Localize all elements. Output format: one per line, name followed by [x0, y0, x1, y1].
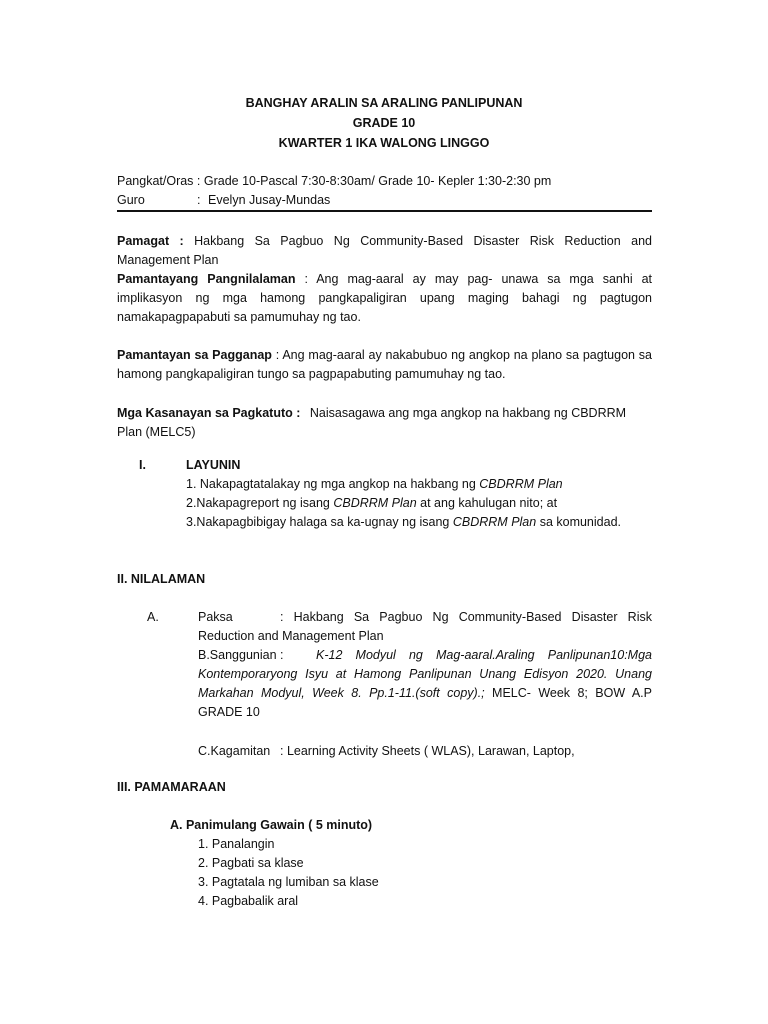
kagamitan-text: : Learning Activity Sheets ( WLAS), Larawan, Laptop, — [280, 744, 575, 758]
step-item: 1. Panalangin — [198, 837, 275, 851]
step-item: 2. Pagbati sa klase — [198, 856, 304, 870]
nilalaman-heading: II. NILALAMAN — [117, 572, 206, 586]
layunin-item-2 — [186, 494, 557, 513]
pangkat-value: Grade 10-Pascal 7:30-8:30am/ Grade 10- Kepler 1:30-2:30 pm — [203, 174, 552, 188]
layunin-item-2-suffix: at ang kahulugan nito; at — [416, 496, 558, 510]
pamantayan-pagganap-label: Pamantayan sa Pagganap — [117, 348, 272, 362]
layunin-item-1 — [186, 475, 563, 494]
layunin-numeral: I. — [139, 458, 146, 472]
document-title: BANGHAY ARALIN SA ARALING PANLIPUNAN — [245, 96, 523, 110]
grade-title: GRADE 10 — [352, 116, 416, 130]
sanggunian-italic: K-12 Modyul ng Mag-aaral.Araling Panlipunan10:Mga Kontemporaryong Isyu at Hamong Panlipunan Unang Edisyon 2020. Unang Markahan Modyul, Week 8. Pp.1-11.(soft copy).; — [198, 648, 652, 700]
pamagat-text: Hakbang Sa Pagbuo Ng Community-Based Disaster Risk Reduction and Management Plan — [117, 234, 652, 267]
layunin-item-3-suffix: sa komunidad. — [536, 515, 621, 529]
sanggunian-colon: : — [280, 648, 284, 662]
paksa-letter: A. — [147, 610, 159, 624]
pamantayang-pangnilalaman-paragraph — [117, 270, 652, 327]
step-item: 3. Pagtatala ng lumiban sa klase — [198, 875, 379, 889]
layunin-item-1-italic: CBDRRM Plan — [479, 477, 563, 491]
layunin-item-3-italic: CBDRRM Plan — [452, 515, 537, 529]
quarter-title: KWARTER 1 IKA WALONG LINGGO — [278, 136, 490, 150]
sanggunian-rest: MELC- Week 8; BOW A.P GRADE 10 — [198, 686, 652, 719]
kasanayan-paragraph — [117, 404, 652, 442]
panimulang-gawain-heading: A. Panimulang Gawain ( 5 minuto) — [170, 818, 373, 832]
sanggunian-label: B.Sanggunian — [198, 648, 277, 662]
header-divider — [117, 210, 652, 212]
pamagat-label: Pamagat : — [117, 234, 184, 248]
layunin-item-1-text: 1. Nakapagtatalakay ng mga angkop na hakbang ng — [186, 477, 480, 491]
guro-label: Guro — [117, 193, 145, 207]
layunin-item-2-italic: CBDRRM Plan — [333, 496, 417, 510]
kasanayan-text: Naisasagawa ang mga angkop na hakbang ng CBDRRM Plan (MELC5) — [117, 406, 627, 439]
pamantayang-pangnilalaman-text: : Ang mag-aaral ay may pag- unawa sa mga sanhi at implikasyon ng mga hamong pangkapaligiran upang maging bahagi ng pagtugon namakapagpapabuti sa pamumuhay ng tao. — [117, 272, 652, 324]
layunin-heading: LAYUNIN — [186, 458, 241, 472]
guro-colon: : — [197, 193, 201, 207]
guro-value: Evelyn Jusay-Mundas — [208, 193, 331, 207]
pangkat-line — [117, 172, 551, 191]
layunin-item-3 — [186, 513, 621, 532]
pamantayan-pagganap-paragraph — [117, 346, 652, 384]
pamagat-paragraph — [117, 232, 652, 270]
kasanayan-label: Mga Kasanayan sa Pagkatuto : — [117, 406, 301, 420]
pamantayang-pangnilalaman-label: Pamantayang Pangnilalaman — [117, 272, 296, 286]
paksa-label: Paksa — [198, 610, 233, 624]
guro-line — [117, 191, 331, 210]
pamamaraan-heading: III. PAMAMARAAN — [117, 780, 226, 794]
layunin-item-2-text: 2.Nakapagreport ng isang — [186, 496, 334, 510]
paksa-text: : Hakbang Sa Pagbuo Ng Community-Based Disaster Risk Reduction and Management Plan — [198, 610, 652, 643]
kagamitan-label: C.Kagamitan — [198, 744, 271, 758]
sanggunian-text — [198, 646, 652, 722]
step-item: 4. Pagbabalik aral — [198, 894, 299, 908]
pangkat-label: Pangkat/Oras : — [117, 174, 201, 188]
pamantayan-pagganap-text: : Ang mag-aaral ay nakabubuo ng angkop na plano sa pagtugon sa hamong pangkapaligiran tungo sa pagpapabuting pamumuhay ng tao. — [117, 348, 653, 381]
layunin-item-3-text: 3.Nakapagbibigay halaga sa ka-ugnay ng isang — [186, 515, 453, 529]
